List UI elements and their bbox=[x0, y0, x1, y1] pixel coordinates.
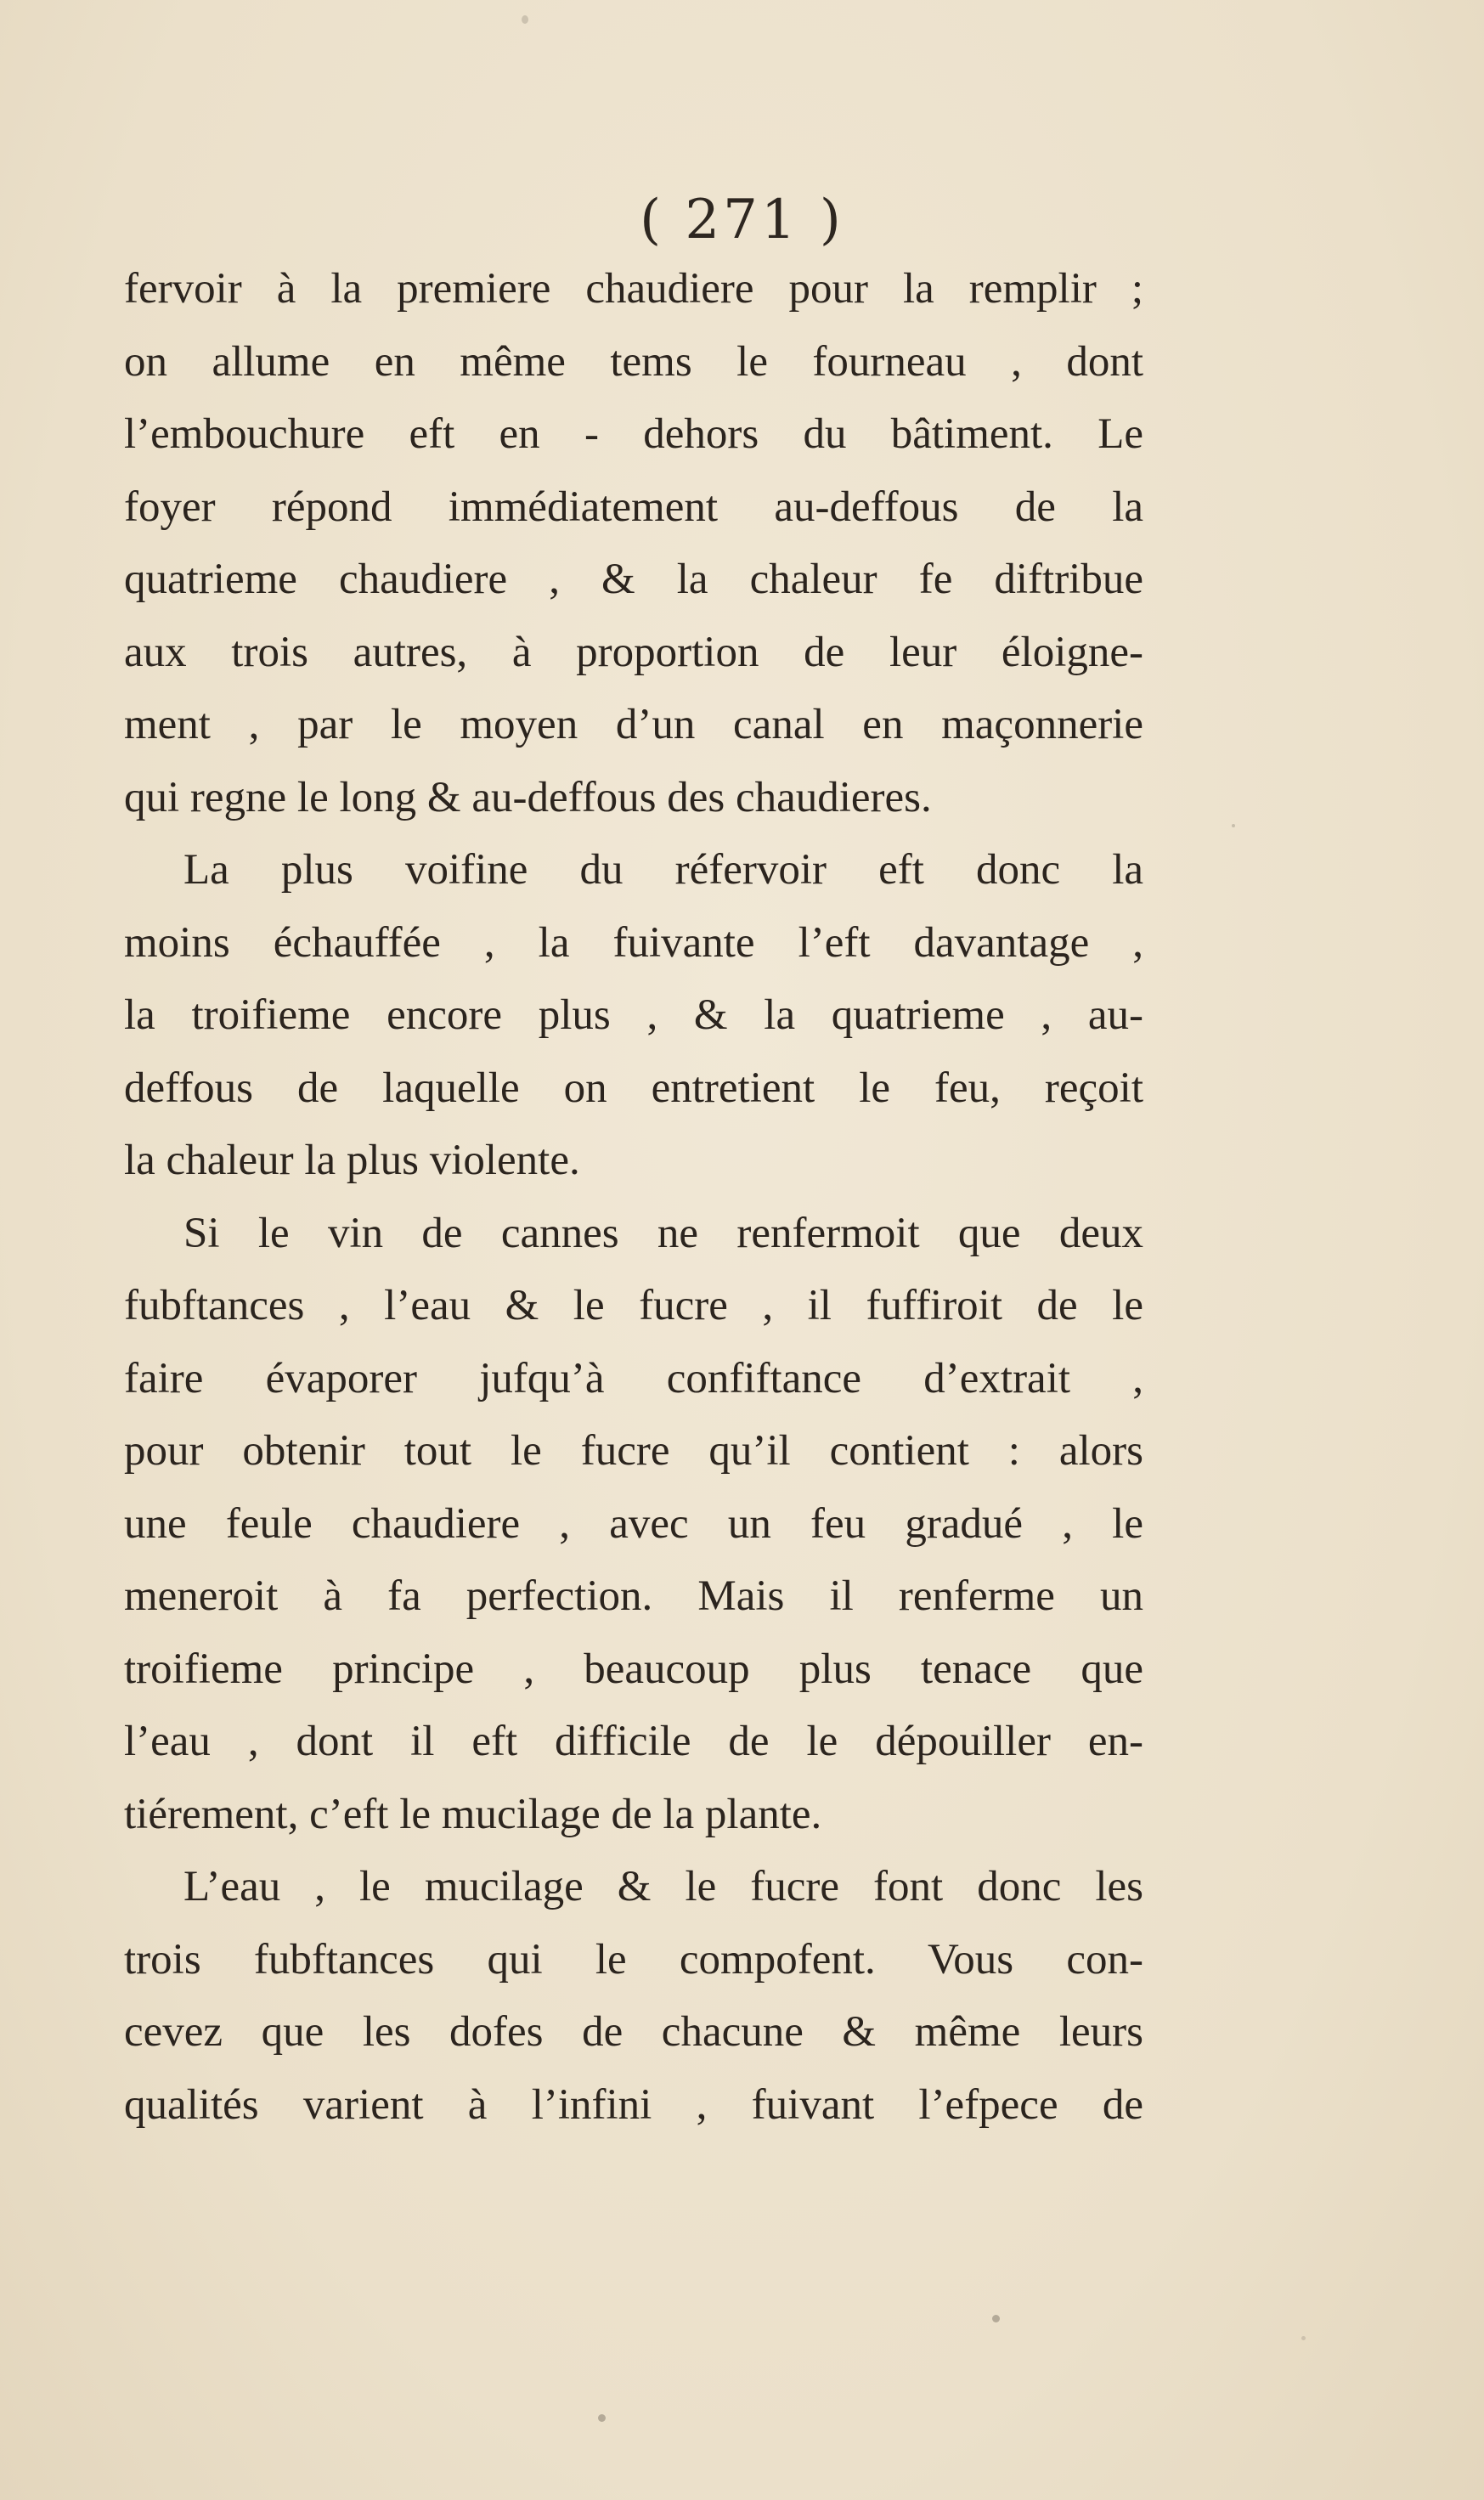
text-line: fubftances , l’eau & le fucre , il fuffiroit de le bbox=[124, 1282, 1143, 1329]
text-line: qualités varient à l’infini , fuivant l’efpece de bbox=[124, 2080, 1143, 2129]
paper-speck bbox=[598, 2414, 606, 2422]
text-line: La plus voifine du réfervoir eft donc la bbox=[183, 846, 1143, 894]
text-line: l’eau , dont il eft difficile de le dépouiller en- bbox=[124, 1718, 1143, 1765]
text-line: deffous de laquelle on entretient le feu, reçoit bbox=[124, 1064, 1143, 1112]
paper-speck bbox=[1301, 2336, 1306, 2340]
text-line: une feule chaudiere , avec un feu gradué , le bbox=[124, 1499, 1143, 1548]
paper-speck bbox=[992, 2315, 1000, 2322]
text-line: la chaleur la plus violente. bbox=[124, 1137, 580, 1184]
text-line: meneroit à fa perfection. Mais il renferme un bbox=[124, 1572, 1143, 1620]
text-line: ment , par le moyen d’un canal en maçonnerie bbox=[124, 701, 1143, 748]
text-line: fervoir à la premiere chaudiere pour la remplir ; bbox=[124, 265, 1143, 313]
text-line: troifieme principe , beaucoup plus tenace que bbox=[124, 1645, 1143, 1693]
text-line: la troifieme encore plus , & la quatrieme , au- bbox=[124, 991, 1143, 1039]
page-number: ( 271 ) bbox=[640, 189, 844, 251]
text-line: on allume en même tems le fourneau , dont bbox=[124, 337, 1143, 386]
text-line: aux trois autres, à proportion de leur éloigne- bbox=[124, 628, 1143, 676]
text-line: faire évaporer jufqu’à confiftance d’extrait , bbox=[124, 1354, 1143, 1402]
body-text bbox=[124, 253, 1143, 2142]
paper-speck bbox=[1232, 824, 1235, 827]
text-line: quatrieme chaudiere , & la chaleur fe diftribue bbox=[124, 556, 1143, 603]
text-line: tiérement, c’eft le mucilage de la plante. bbox=[124, 1790, 822, 1838]
text-line: pour obtenir tout le fucre qu’il contient : alors bbox=[124, 1427, 1143, 1475]
text-line: l’embouchure eft en - dehors du bâtiment. Le bbox=[124, 410, 1143, 458]
text-line: moins échauffée , la fuivante l’eft davantage , bbox=[124, 918, 1143, 967]
paper-speck bbox=[522, 15, 528, 24]
text-line: L’eau , le mucilage & le fucre font donc les bbox=[183, 1863, 1143, 1910]
text-line: qui regne le long & au-deffous des chaudieres. bbox=[124, 773, 932, 821]
text-line: cevez que les dofes de chacune & même leurs bbox=[124, 2008, 1143, 2056]
text-line: Si le vin de cannes ne renfermoit que deux bbox=[183, 1209, 1143, 1257]
text-line: trois fubftances qui le compofent. Vous con- bbox=[124, 1935, 1143, 1984]
text-line: foyer répond immédiatement au-deffous de la bbox=[124, 483, 1143, 531]
